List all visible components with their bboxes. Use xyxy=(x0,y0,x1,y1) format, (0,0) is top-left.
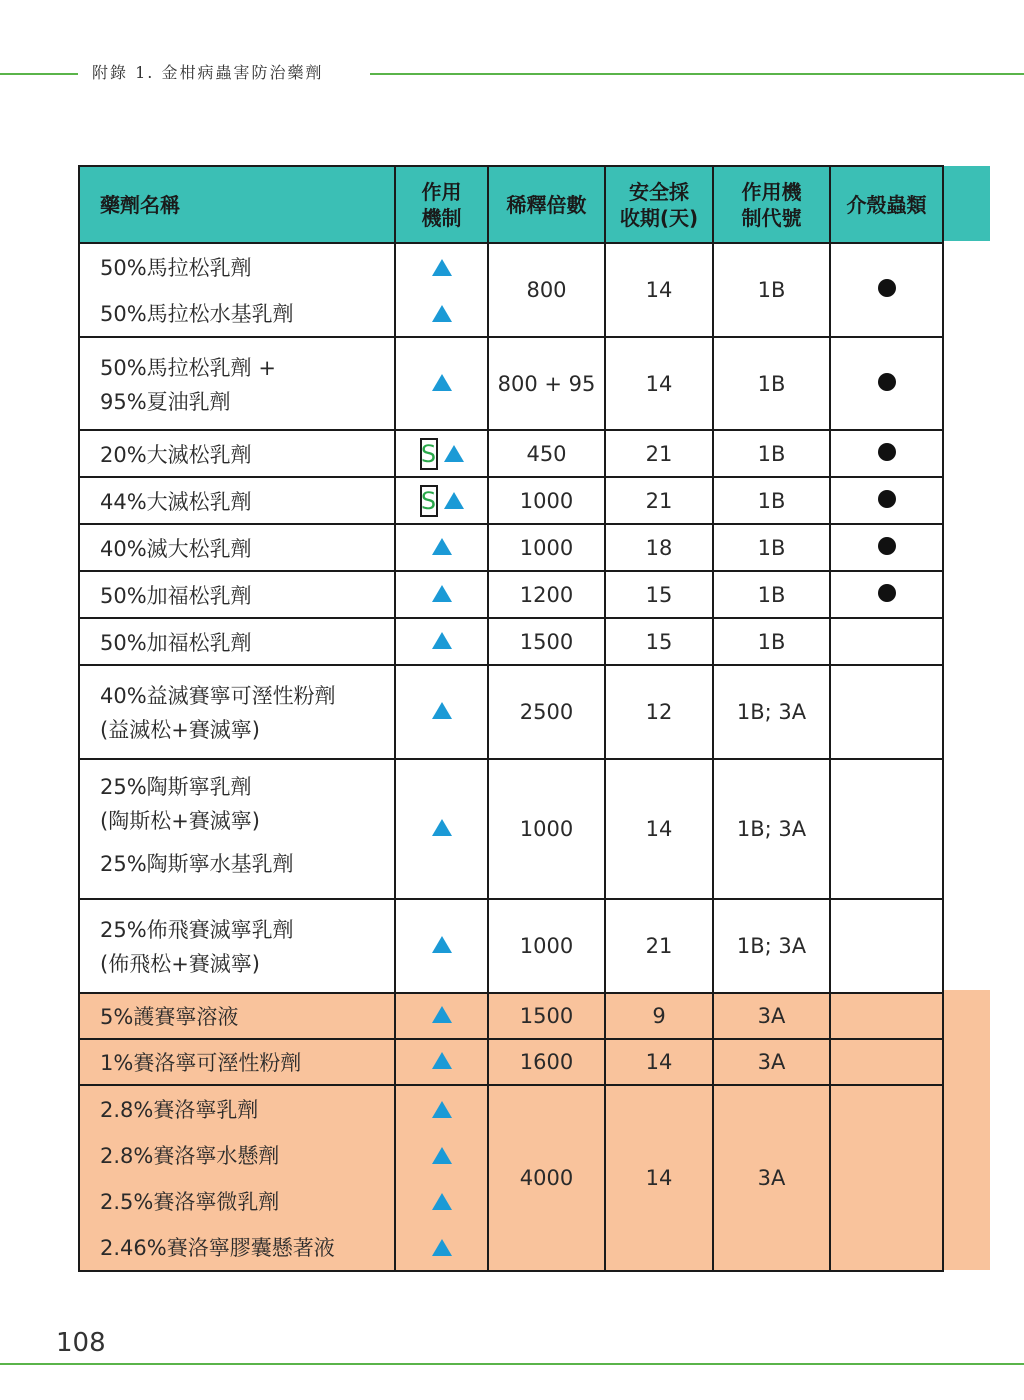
dilution-cell: 450 xyxy=(488,430,605,477)
mechanism-cell xyxy=(395,618,488,665)
scale-cell xyxy=(830,524,943,571)
safety-cell: 15 xyxy=(605,618,713,665)
pesticide-name: (益滅松+賽滅寧) xyxy=(100,718,260,742)
mechanism-cell xyxy=(395,1039,488,1085)
code-cell: 1B xyxy=(713,477,830,524)
bullet-icon xyxy=(878,490,896,508)
bullet-icon xyxy=(878,443,896,461)
safety-cell: 9 xyxy=(605,993,713,1039)
code-cell: 1B xyxy=(713,524,830,571)
mechanism-cell xyxy=(395,477,488,524)
dilution-cell: 2500 xyxy=(488,665,605,759)
safety-cell: 21 xyxy=(605,477,713,524)
header-rule-left xyxy=(0,73,78,75)
triangle-icon xyxy=(432,538,452,555)
table-row xyxy=(79,524,943,571)
running-header xyxy=(0,58,1024,88)
pesticide-name: (佈飛松+賽滅寧) xyxy=(100,952,260,976)
pesticide-name: 40%益滅賽寧可溼性粉劑 xyxy=(100,684,336,708)
table-row xyxy=(79,759,943,899)
pesticide-name: 2.8%賽洛寧乳劑 xyxy=(100,1098,259,1122)
table-row xyxy=(79,337,943,430)
bullet-icon xyxy=(878,279,896,297)
pesticide-name: 44%大滅松乳劑 xyxy=(79,477,395,524)
scale-cell xyxy=(830,571,943,618)
pesticide-name: 2.8%賽洛寧水懸劑 xyxy=(100,1144,280,1168)
pesticide-name: 95%夏油乳劑 xyxy=(100,389,231,414)
dilution-cell: 1500 xyxy=(488,993,605,1039)
triangle-icon xyxy=(432,1006,452,1023)
bullet-icon xyxy=(878,584,896,602)
bullet-icon xyxy=(878,373,896,391)
pesticide-name-cell xyxy=(79,337,395,430)
safety-cell: 14 xyxy=(605,1085,713,1271)
code-cell: 1B xyxy=(713,618,830,665)
safety-cell: 12 xyxy=(605,665,713,759)
triangle-icon xyxy=(432,1239,452,1256)
s-badge: S xyxy=(420,486,437,515)
pesticide-name: 40%滅大松乳劑 xyxy=(79,524,395,571)
mechanism-cell xyxy=(395,430,488,477)
triangle-icon xyxy=(444,492,464,509)
side-tab-teal xyxy=(943,166,990,241)
pesticide-name: 5%護賽寧溶液 xyxy=(79,993,395,1039)
table-row xyxy=(79,477,943,524)
triangle-icon xyxy=(432,632,452,649)
safety-cell: 14 xyxy=(605,337,713,430)
table-row xyxy=(79,618,943,665)
code-cell: 3A xyxy=(713,1085,830,1271)
scale-cell xyxy=(830,1085,943,1271)
pesticide-name: 25%陶斯寧水基乳劑 xyxy=(100,852,294,876)
safety-cell: 14 xyxy=(605,243,713,337)
scale-cell xyxy=(830,759,943,899)
scale-cell xyxy=(830,477,943,524)
pesticide-name: 50%馬拉松乳劑 + xyxy=(100,355,276,380)
triangle-icon xyxy=(432,259,452,276)
pesticide-table xyxy=(78,165,944,1272)
mechanism-cell xyxy=(395,524,488,571)
safety-cell: 14 xyxy=(605,1039,713,1085)
scale-cell xyxy=(830,430,943,477)
header-dilution: 稀釋倍數 xyxy=(488,166,605,243)
table-row xyxy=(79,665,943,759)
triangle-icon xyxy=(432,819,452,836)
dilution-cell: 1200 xyxy=(488,571,605,618)
footer-rule xyxy=(0,1363,1024,1365)
header-name: 藥劑名稱 xyxy=(79,166,395,243)
code-cell: 1B; 3A xyxy=(713,899,830,993)
pesticide-name: 25%陶斯寧乳劑 xyxy=(100,775,252,799)
triangle-icon xyxy=(432,585,452,602)
safety-cell: 21 xyxy=(605,430,713,477)
triangle-icon xyxy=(432,1101,452,1118)
pesticide-name-cell xyxy=(79,243,395,337)
dilution-cell: 1600 xyxy=(488,1039,605,1085)
triangle-icon xyxy=(432,1193,452,1210)
scale-cell xyxy=(830,618,943,665)
pesticide-name-cell xyxy=(79,665,395,759)
header-scale: 介殼蟲類 xyxy=(830,166,943,243)
safety-cell: 15 xyxy=(605,571,713,618)
header-mechanism: 作用 機制 xyxy=(395,166,488,243)
code-cell: 1B xyxy=(713,571,830,618)
triangle-icon xyxy=(432,1147,452,1164)
dilution-cell: 800 + 95 xyxy=(488,337,605,430)
table-row xyxy=(79,571,943,618)
code-cell: 1B xyxy=(713,337,830,430)
dilution-cell: 1500 xyxy=(488,618,605,665)
table-row xyxy=(79,430,943,477)
scale-cell xyxy=(830,665,943,759)
code-cell: 1B; 3A xyxy=(713,665,830,759)
triangle-icon xyxy=(432,1052,452,1069)
pesticide-name: 1%賽洛寧可溼性粉劑 xyxy=(79,1039,395,1085)
header-rule-right xyxy=(370,73,1024,75)
scale-cell xyxy=(830,993,943,1039)
table-row xyxy=(79,1039,943,1085)
mechanism-cell xyxy=(395,759,488,899)
mechanism-cell xyxy=(395,1085,488,1271)
code-cell: 3A xyxy=(713,993,830,1039)
code-cell: 1B xyxy=(713,430,830,477)
table-row xyxy=(79,899,943,993)
header-safety: 安全採 收期(天) xyxy=(605,166,713,243)
side-tab-orange xyxy=(943,990,990,1270)
pesticide-name: 50%加福松乳劑 xyxy=(79,571,395,618)
mechanism-cell xyxy=(395,665,488,759)
dilution-cell: 1000 xyxy=(488,899,605,993)
safety-cell: 14 xyxy=(605,759,713,899)
scale-cell xyxy=(830,337,943,430)
safety-cell: 18 xyxy=(605,524,713,571)
pesticide-name: 50%馬拉松水基乳劑 xyxy=(100,302,294,326)
table-row xyxy=(79,243,943,337)
pesticide-name: 50%馬拉松乳劑 xyxy=(100,256,252,280)
table-header-row xyxy=(79,166,943,243)
mechanism-cell xyxy=(395,571,488,618)
safety-cell: 21 xyxy=(605,899,713,993)
page-number: 108 xyxy=(56,1328,106,1358)
code-cell: 1B; 3A xyxy=(713,759,830,899)
dilution-cell: 1000 xyxy=(488,477,605,524)
table-row xyxy=(79,993,943,1039)
header-code: 作用機 制代號 xyxy=(713,166,830,243)
triangle-icon xyxy=(432,374,452,391)
dilution-cell: 4000 xyxy=(488,1085,605,1271)
scale-cell xyxy=(830,243,943,337)
bullet-icon xyxy=(878,537,896,555)
pesticide-name: 50%加福松乳劑 xyxy=(79,618,395,665)
code-cell: 1B xyxy=(713,243,830,337)
triangle-icon xyxy=(432,936,452,953)
scale-cell xyxy=(830,1039,943,1085)
mechanism-cell xyxy=(395,899,488,993)
mechanism-cell xyxy=(395,243,488,337)
mechanism-cell xyxy=(395,337,488,430)
pesticide-name: 2.5%賽洛寧微乳劑 xyxy=(100,1190,280,1214)
pesticide-name: (陶斯松+賽滅寧) xyxy=(100,809,260,833)
table-row xyxy=(79,1085,943,1271)
header-title: 附錄 1. 金柑病蟲害防治藥劑 xyxy=(92,63,324,82)
mechanism-cell xyxy=(395,993,488,1039)
pesticide-name: 20%大滅松乳劑 xyxy=(79,430,395,477)
pesticide-name: 25%佈飛賽滅寧乳劑 xyxy=(100,918,294,942)
pesticide-name-cell xyxy=(79,1085,395,1271)
pesticide-name: 2.46%賽洛寧膠囊懸著液 xyxy=(100,1236,335,1260)
scale-cell xyxy=(830,899,943,993)
pesticide-name-cell xyxy=(79,899,395,993)
dilution-cell: 800 xyxy=(488,243,605,337)
triangle-icon xyxy=(432,305,452,322)
dilution-cell: 1000 xyxy=(488,759,605,899)
dilution-cell: 1000 xyxy=(488,524,605,571)
code-cell: 3A xyxy=(713,1039,830,1085)
s-badge: S xyxy=(420,439,437,468)
triangle-icon xyxy=(444,445,464,462)
pesticide-name-cell xyxy=(79,759,395,899)
triangle-icon xyxy=(432,702,452,719)
